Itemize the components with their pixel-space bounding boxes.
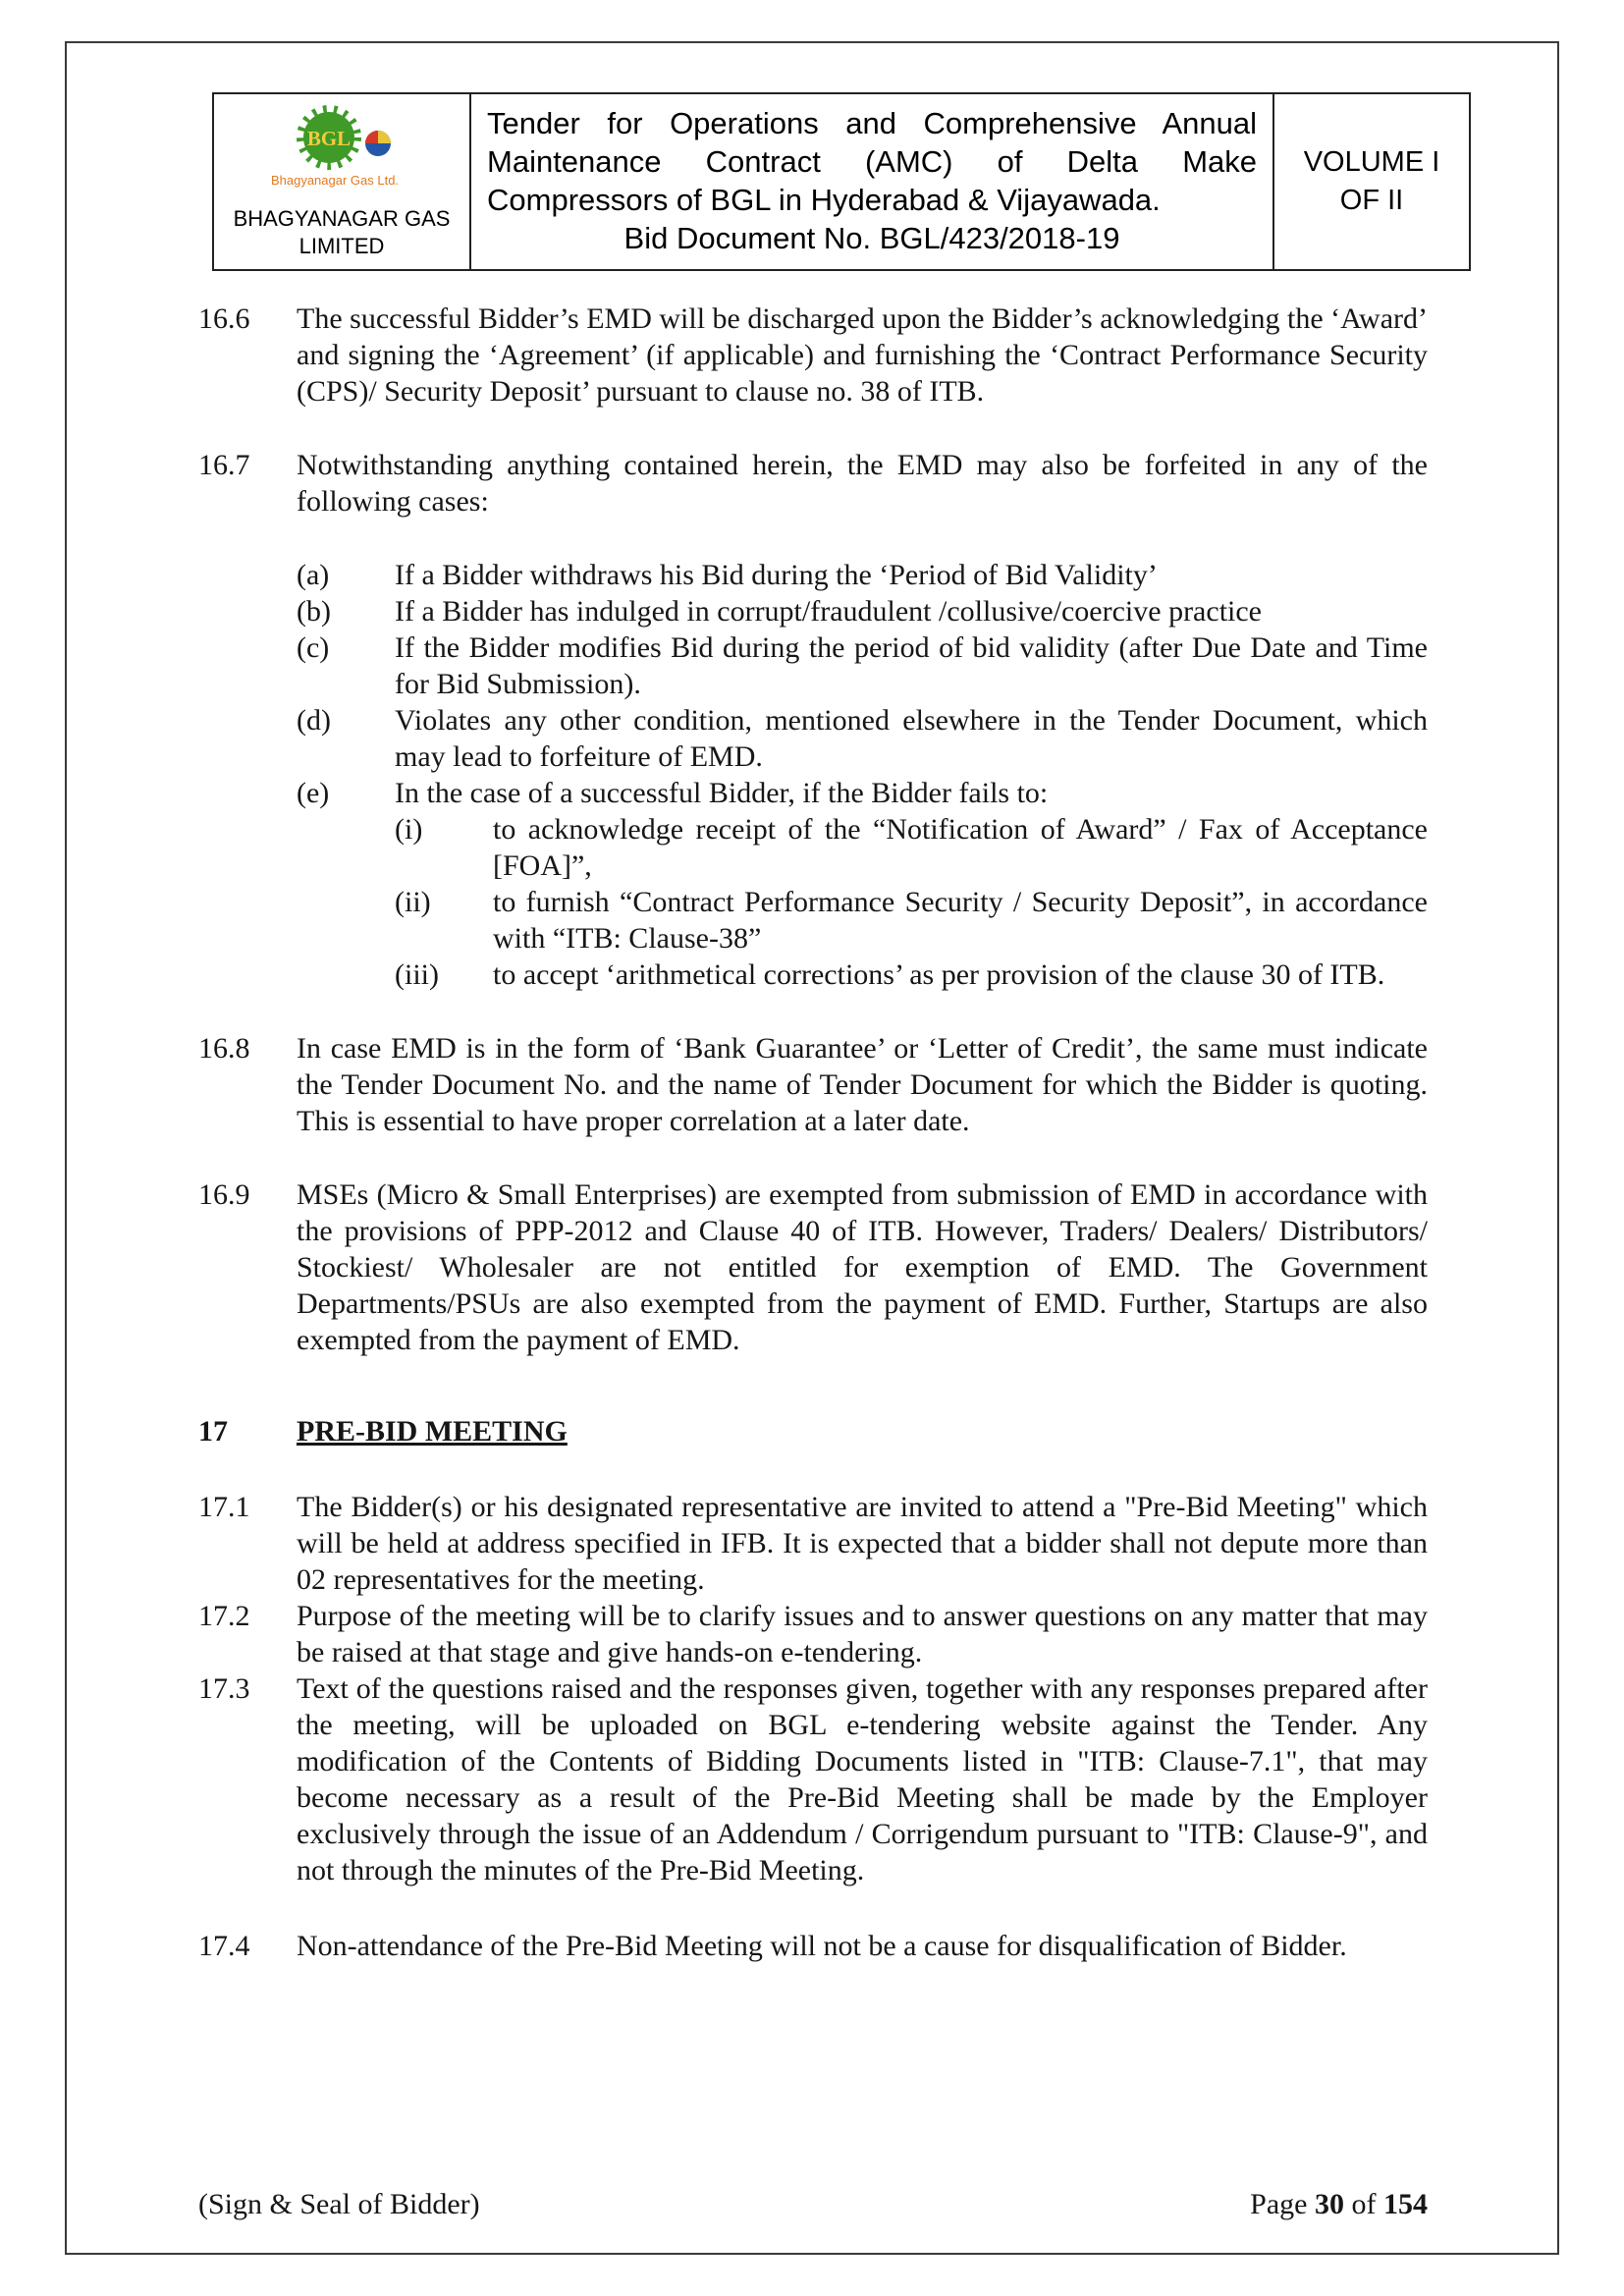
item-text: In the case of a successful Bidder, if the Bidder fails to: [395, 777, 1049, 809]
clause-text: The successful Bidder’s EMD will be discharged upon the Bidder’s acknowledging the ‘Award’ and signing the ‘Agreement’ (if applicable) and furnishing the ‘Contract Performance Security (CPS)/ Security Deposit’ pursuant to clause no. 38 of ITB. [297, 302, 1428, 408]
page-word: Page [1250, 2188, 1308, 2220]
list-item-i [395, 811, 1428, 884]
clause-number: 16.7 [198, 449, 250, 481]
clause-text: Non-attendance of the Pre-Bid Meeting will not be a cause for disqualification of Bidder. [297, 1930, 1347, 1962]
clause-number: 16.8 [198, 1032, 250, 1065]
item-body [395, 775, 1428, 993]
item-label: (b) [297, 595, 331, 628]
document-body [198, 301, 1428, 1964]
clause-17-4 [198, 1928, 1428, 1964]
clause-17-2 [198, 1598, 1428, 1670]
item-text: If a Bidder withdraws his Bid during the ‘Period of Bid Validity’ [395, 559, 1158, 591]
clause-text: The Bidder(s) or his designated representative are invited to attend a "Pre-Bid Meeting" which will be held at address specified in IFB. It is expected that a bidder shall not depute more than 02 representatives for the meeting. [297, 1491, 1428, 1596]
page-number: 30 [1315, 2188, 1344, 2220]
list-item-c [297, 629, 1428, 702]
page-total: 154 [1383, 2188, 1428, 2220]
header-title-cell [470, 93, 1273, 270]
clause-number: 16.9 [198, 1178, 250, 1211]
logo-acronym-text: BGL [306, 127, 352, 150]
company-name [218, 205, 465, 259]
list-item-b [297, 593, 1428, 629]
volume-cell [1273, 93, 1470, 270]
subitem-text: to accept ‘arithmetical corrections’ as per provision of the clause 30 of ITB. [493, 958, 1385, 991]
section-number: 17 [198, 1415, 228, 1448]
clause-number: 17.1 [198, 1491, 250, 1523]
subitem-text: to furnish “Contract Performance Security / Security Deposit”, in accordance with “ITB: Clause-38” [493, 886, 1428, 955]
list-item-ii [395, 884, 1428, 957]
subitem-label: (i) [395, 813, 423, 846]
company-name-line2: LIMITED [298, 233, 385, 258]
clause-number: 17.2 [198, 1600, 250, 1632]
clause-number: 16.6 [198, 302, 250, 335]
clause-text: In case EMD is in the form of ‘Bank Guarantee’ or ‘Letter of Credit’, the same must indicate the Tender Document No. and the name of Tender Document for which the Bidder is quoting. This is essential to have proper correlation at a later date. [297, 1032, 1428, 1137]
list-item-iii [395, 957, 1428, 993]
clause-text: Purpose of the meeting will be to clarify issues and to answer questions on any matter that may be raised at that stage and give hands-on e-tendering. [297, 1600, 1428, 1668]
clause-16-9 [198, 1176, 1428, 1358]
volume-line2: OF II [1339, 185, 1404, 216]
logo-cell [213, 93, 470, 270]
clause-number: 17.3 [198, 1672, 250, 1705]
clause-17-1 [198, 1489, 1428, 1598]
tender-title: Tender for Operations and Comprehensive Annual Maintenance Contract (AMC) of Delta Make Compressors of BGL in Hyderabad & Vijayawada. [487, 105, 1257, 217]
footer [198, 2188, 1428, 2221]
section-17-heading [198, 1413, 1428, 1449]
bid-document-number: Bid Document No. BGL/423/2018-19 [623, 221, 1120, 256]
subitem-label: (ii) [395, 886, 431, 918]
of-word: of [1351, 2188, 1377, 2220]
section-title: PRE-BID MEETING [297, 1415, 568, 1448]
item-label: (e) [297, 777, 330, 809]
page-border [65, 41, 1559, 2255]
clause-text: MSEs (Micro & Small Enterprises) are exempted from submission of EMD in accordance with the provisions of PPP-2012 and Clause 40 of ITB. However, Traders/ Dealers/ Distributors/ Stockiest/ Wholesaler are not entitled for exemption of EMD. The Government Departments/PSUs are also exempted from the payment of EMD. Further, Startups are also exempted from the payment of EMD. [297, 1178, 1428, 1356]
clause-text: Text of the questions raised and the responses given, together with any responses prepared after the meeting, will be uploaded on BGL e-tendering website against the Tender. Any modification of the Contents of Bidding Documents listed in "ITB: Clause-7.1", that may become necessary as a result of the Pre-Bid Meeting shall be made by the Employer exclusively through the issue of an Addendum / Corrigendum pursuant to "ITB: Clause-9", and not through the minutes of the Pre-Bid Meeting. [297, 1672, 1428, 1886]
page-indicator [1250, 2188, 1428, 2221]
list-item-e [297, 775, 1428, 993]
item-label: (a) [297, 559, 330, 591]
clause-16-8 [198, 1030, 1428, 1139]
bgl-logo [268, 102, 415, 200]
clause-number: 17.4 [198, 1930, 250, 1962]
clause-17-3 [198, 1670, 1428, 1888]
clause-body [297, 447, 1428, 993]
subitem-label: (iii) [395, 958, 439, 991]
item-text: If the Bidder modifies Bid during the period of bid validity (after Due Date and Time for Bid Submission). [395, 631, 1428, 700]
logo-subtext: Bhagyanagar Gas Ltd. [270, 173, 400, 188]
subitem-text: to acknowledge receipt of the “Notification of Award” / Fax of Acceptance [FOA]”, [493, 813, 1428, 882]
sign-seal-text: (Sign & Seal of Bidder) [198, 2188, 480, 2220]
item-text: If a Bidder has indulged in corrupt/fraudulent /collusive/coercive practice [395, 595, 1262, 628]
volume-line1: VOLUME I [1303, 145, 1440, 178]
item-label: (c) [297, 631, 330, 664]
clause-intro: Notwithstanding anything contained herein, the EMD may also be forfeited in any of the following cases: [297, 449, 1428, 518]
company-name-line1: BHAGYANAGAR GAS [233, 206, 451, 231]
list-item-d [297, 702, 1428, 775]
item-label: (d) [297, 704, 331, 737]
clause-16-6 [198, 301, 1428, 410]
clause-16-7 [198, 447, 1428, 993]
header-table [212, 92, 1471, 271]
list-item-a [297, 557, 1428, 593]
item-text: Violates any other condition, mentioned elsewhere in the Tender Document, which may lead to forfeiture of EMD. [395, 704, 1428, 773]
